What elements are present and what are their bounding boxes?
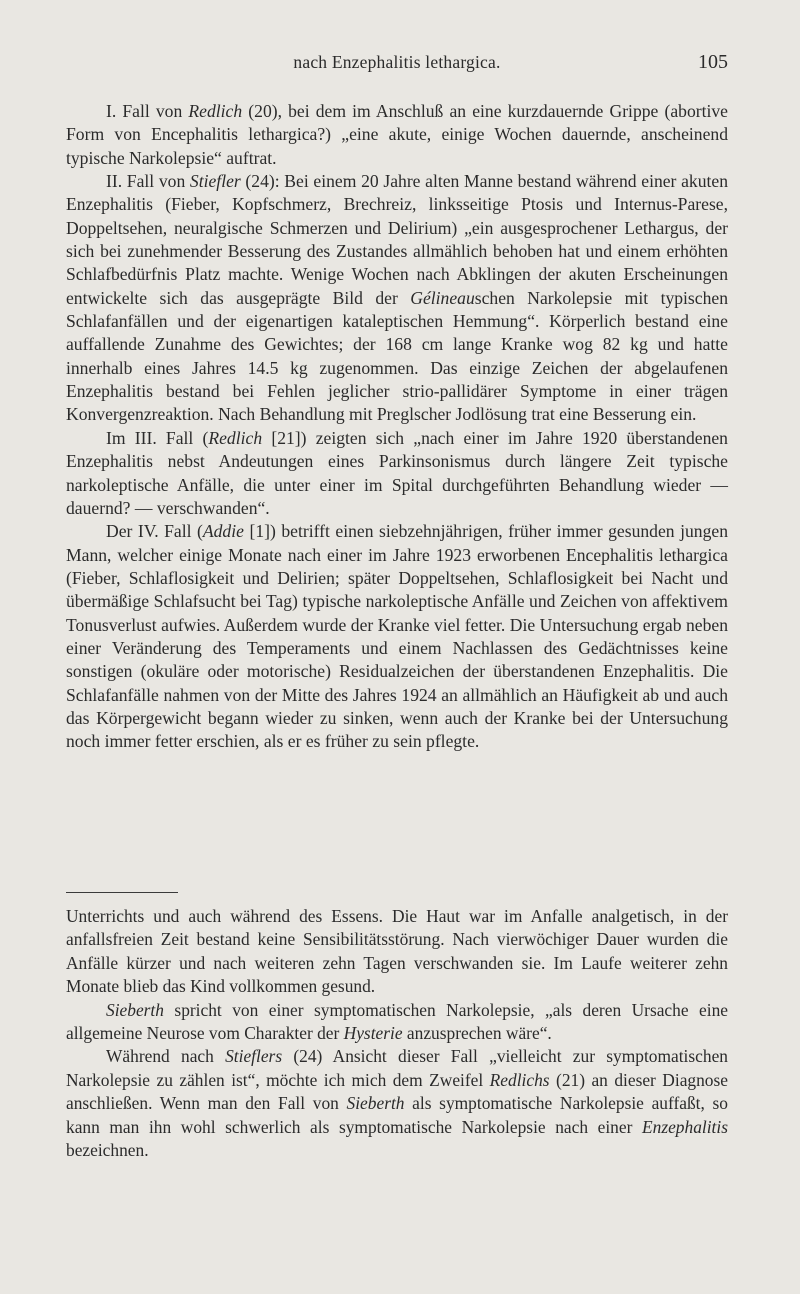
- text-run: als symptomatische Narkolepsie auffaßt, so kann man ihn wohl schwerlich als symptomatische Narkolepsie nach einer: [66, 1093, 729, 1137]
- text-run: (24): Bei einem 20 Jahre alten Manne bestand während einer akuten Enzephalitis (Fieber, Kopfschmerz, Brechreiz, linksseitige Ptosis und Internus-Parese, Doppeltsehen, neuralgische Schmerzen und Delirium) „ein ausgesprochener Lethargus, der sich bei zunehmender Besserung des Zustandes allmählich behoben hat und einem erhöhten Schlafbedürfnis Platz machte. Wenige Wochen nach Abklingen der akuten Erscheinungen entwickelte sich das ausgeprägte Bild der: [66, 171, 728, 308]
- text-run: spricht von einer symptomatischen Narkolepsie, „als deren Ursache eine allgemeine Neurose vom Charakter der: [66, 999, 728, 1044]
- paragraph-case-4: [66, 520, 728, 753]
- text-run: I. Fall von: [106, 101, 189, 121]
- text-run: bezeichnen.: [66, 1140, 149, 1161]
- page-header: [66, 52, 728, 82]
- footnote-paragraph-3: [66, 1045, 728, 1162]
- text-run: (24) Ansicht dieser Fall „vielleicht zur symptomatischen Narkolepsie zu zählen ist“, möchte ich mich dem Zweifel: [66, 1046, 728, 1090]
- paragraph-case-3: [66, 427, 728, 520]
- italic-name: Enzephalitis: [642, 1116, 728, 1137]
- paragraph-case-2: [66, 170, 728, 427]
- italic-name: Stiefler: [189, 171, 241, 192]
- main-text: [66, 100, 728, 754]
- italic-name: Redlich: [208, 427, 263, 448]
- text-run: (21) an dieser Diagnose anschließen. Wenn man den Fall von: [66, 1069, 728, 1114]
- text-run: (20), bei dem im Anschluß an eine kurzdauernde Grippe (abortive Form von Encephalitis lethargica?) „eine akute, einige Wochen dauernde, anscheinend typische Narkolepsie“ auftrat.: [66, 101, 728, 168]
- text-run: Im III. Fall (: [106, 427, 209, 448]
- paragraph-case-1: [66, 100, 728, 170]
- text-run: anzusprechen wäre“.: [402, 1023, 552, 1044]
- footnote-continuation: [66, 905, 728, 1162]
- italic-name: Gélineau: [410, 287, 475, 308]
- text-run: schen Narkolepsie mit typischen Schlafanfällen und der eigenartigen kataleptischen Hemmung“. Körperlich bestand eine auffallende Zunahme des Gewichtes; der 168 cm lange Kranke wog 82 kg und hatte innerhalb eines Jahres 14.5 kg zugenommen. Das einzige Zeichen der abgelaufenen Enzephalitis bestand bei Fehlen jeglicher strio-pallidärer Symptome in einer trägen Konvergenzreaktion. Nach Behandlung mit Preglscher Jodlösung trat eine Besserung ein.: [66, 287, 728, 425]
- italic-name: Hysterie: [343, 1023, 403, 1044]
- text-run: Unterrichts und auch während des Essens. Die Haut war im Anfalle analgetisch, in der anfallsfreien Zeit bestand keine Sensibilitätsstörung. Nach vierwöchiger Dauer wurden die Anfälle kürzer und nach weiteren zehn Tagen verschwanden sie. Im Laufe weiterer zehn Monate blieb das Kind vollkommen gesund.: [66, 906, 728, 997]
- footnote-paragraph-1: [66, 905, 728, 999]
- italic-name: Addie: [202, 521, 244, 542]
- running-title: nach Enzephalitis lethargica.: [293, 52, 501, 72]
- italic-name: Redlich: [188, 101, 243, 121]
- italic-name: Redlichs: [489, 1069, 550, 1090]
- text-run: [1]) betrifft einen siebzehnjährigen, früher immer gesunden jungen Mann, welcher einige Monate nach einer im Jahre 1923 erworbenen Encephalitis lethargica (Fieber, Schlaflosigkeit und Delirien; später Doppeltsehen, Schlaflosigkeit bei Nacht und übermäßige Schlafsucht bei Tag) typische narkoleptische Anfälle und Zeichen von affektivem Tonusverlust aufwies. Außerdem wurde der Kranke viel fetter. Die Untersuchung ergab neben einer Veränderung des Temperaments und einem Nachlassen des Gedächtnisses keine sonstigen (okuläre oder motorische) Residualzeichen der überstandenen Enzephalitis. Die Schlafanfälle nahmen von der Mitte des Jahres 1924 an allmählich an Häufigkeit ab und auch das Körpergewicht begann wieder zu sinken, wenn auch der Kranke bei der Untersuchung noch immer fetter erschien, als er es früher zu sein pflegte.: [66, 521, 728, 752]
- italic-name: Sieberth: [346, 1093, 405, 1114]
- text-run: Während nach: [106, 1046, 226, 1067]
- text-run: [21]) zeigten sich „nach einer im Jahre 1920 überstandenen Enzephalitis nebst Andeutungen eines Parkinsonismus durch längere Zeit typische narkoleptische Anfälle, die unter einer im Spital durchgeführten Behandlung wieder — dauernd? — verschwanden“.: [66, 427, 728, 518]
- footnote-paragraph-2: [66, 999, 728, 1046]
- italic-name: Sieberth: [106, 999, 164, 1020]
- page-number: 105: [698, 51, 728, 73]
- text-run: Der IV. Fall (: [106, 521, 203, 542]
- footnote-rule: [66, 892, 178, 893]
- italic-name: Stieflers: [225, 1046, 283, 1067]
- text-run: II. Fall von: [106, 171, 190, 192]
